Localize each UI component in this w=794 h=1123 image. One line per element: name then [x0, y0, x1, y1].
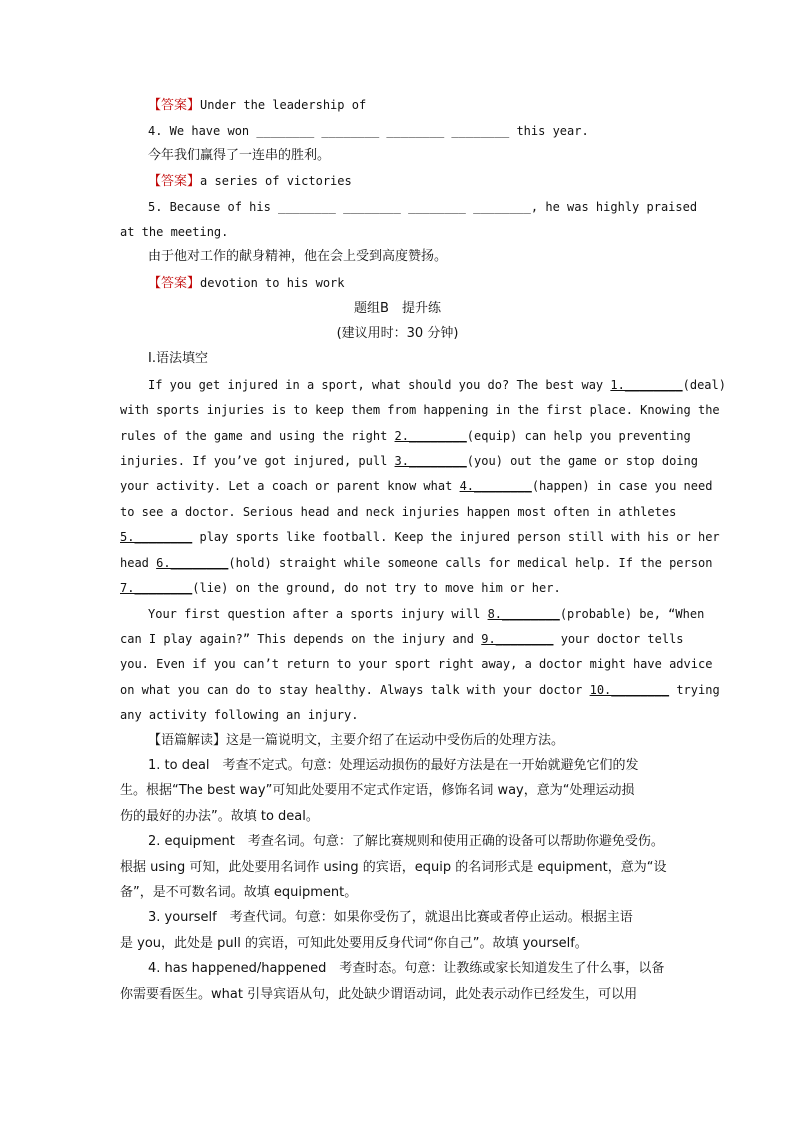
- passage-line: head 6.________(hold) straight while someone calls for medical help. If the person: [120, 556, 713, 570]
- answer-text: a series of victories: [200, 174, 352, 188]
- question-5-line-2: at the meeting.: [120, 225, 229, 239]
- explanation-2-line-2: 根据 using 可知，此处要用名词作 using 的宾语，equip 的名词形式是 equipment，意为“设: [120, 860, 667, 875]
- answer-4: [148, 171, 675, 192]
- explanation-1-line-2: 生。根据“The best way”可知此处要用不定式作定语，修饰名词 way，意为“处理运动损: [120, 783, 635, 798]
- passage-line: injuries. If you’ve got injured, pull 3.________(you) out the game or stop doing: [120, 454, 698, 468]
- passage-line: rules of the game and using the right 2.________(equip) can help you preventing: [120, 429, 691, 443]
- explanation-3-line-1: 3. yourself 考查代词。句意：如果你受伤了，就退出比赛或者停止运动。根据主语: [148, 910, 633, 925]
- explanation-2-line-1: 2. equipment 考查名词。句意：了解比赛规则和使用正确的设备可以帮助你避免受伤。: [148, 834, 664, 849]
- section-title: 题组B 提升练: [354, 301, 441, 316]
- answer-label: 【答案】: [148, 174, 201, 189]
- question-5-line-1: 5. Because of his ________ ________ ________ ________, he was highly praised: [148, 200, 698, 214]
- passage-line: you. Even if you can’t return to your sport right away, a doctor might have advice: [120, 657, 713, 671]
- explanation-1-line-1: 1. to deal 考查不定式。句意：处理运动损伤的最好方法是在一开始就避免它们的发: [148, 758, 639, 773]
- explanation-4-line-1: 4. has happened/happened 考查时态。句意：让教练或家长知道发生了什么事，以备: [148, 961, 665, 976]
- answer-5: [148, 273, 675, 294]
- blank-1[interactable]: 1.________: [610, 378, 683, 392]
- passage-line: 5.________ play sports like football. Keep the injured person still with his or her: [120, 530, 720, 544]
- blank-7[interactable]: 7.________: [120, 581, 193, 595]
- answer-label: 【答案】: [148, 276, 201, 291]
- passage-line: Your first question after a sports injury will 8.________(probable) be, “When: [148, 607, 705, 621]
- passage-line: 7.________(lie) on the ground, do not try to move him or her.: [120, 581, 561, 595]
- answer-label: 【答案】: [148, 98, 201, 113]
- blank-4[interactable]: 4.________: [459, 479, 532, 493]
- question-4: 4. We have won ________ ________ ________ ________ this year.: [148, 124, 589, 138]
- blank-2[interactable]: 2.________: [394, 429, 467, 443]
- answer-text: devotion to his work: [200, 276, 345, 290]
- section-time: (建议用时：30 分钟): [336, 326, 459, 341]
- blank-9[interactable]: 9.________: [481, 632, 554, 646]
- question-5-translation: 由于他对工作的献身精神，他在会上受到高度赞扬。: [148, 249, 448, 264]
- explanation-1-line-3: 伤的最好的办法”。故填 to deal。: [120, 809, 319, 824]
- passage-line: any activity following an injury.: [120, 708, 359, 722]
- question-4-translation: 今年我们赢得了一连串的胜利。: [148, 148, 331, 163]
- blank-10[interactable]: 10.________: [589, 683, 670, 697]
- passage-line: If you get injured in a sport, what should you do? The best way 1.________(deal): [148, 378, 726, 392]
- part-heading: Ⅰ.语法填空: [148, 351, 208, 366]
- passage-line: to see a doctor. Serious head and neck injuries happen most often in athletes: [120, 505, 677, 519]
- passage-line: can I play again?” This depends on the injury and 9.________ your doctor tells: [120, 632, 684, 646]
- explanation-2-line-3: 备”，是不可数名词。故填 equipment。: [120, 885, 358, 900]
- analysis-intro: 【语篇解读】这是一篇说明文，主要介绍了在运动中受伤后的处理方法。: [148, 733, 565, 748]
- explanation-3-line-2: 是 you，此处是 pull 的宾语，可知此处要用反身代词“你自己”。故填 yourself。: [120, 936, 588, 951]
- explanation-4-line-2: 你需要看医生。what 引导宾语从句，此处缺少谓语动词，此处表示动作已经发生，可以用: [120, 987, 638, 1002]
- answer-3: [148, 95, 675, 116]
- passage-line: your activity. Let a coach or parent know what 4.________(happen) in case you need: [120, 479, 713, 493]
- blank-6[interactable]: 6.________: [156, 556, 229, 570]
- blank-8[interactable]: 8.________: [487, 607, 560, 621]
- passage-line: on what you can do to stay healthy. Always talk with your doctor 10.________ trying: [120, 683, 720, 697]
- blank-5[interactable]: 5.________: [120, 530, 193, 544]
- blank-3[interactable]: 3.________: [394, 454, 467, 468]
- answer-text: Under the leadership of: [200, 98, 367, 112]
- passage-line: with sports injuries is to keep them from happening in the first place. Knowing the: [120, 403, 720, 417]
